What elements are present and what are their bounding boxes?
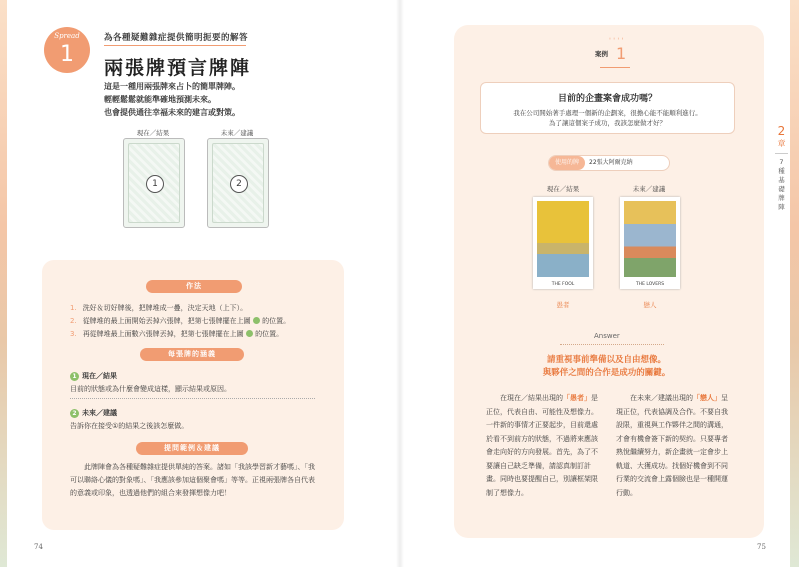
page-number-right: 75 [757,543,766,551]
card-position-label: 未來／建議 [220,129,254,137]
position-dot-icon [253,317,260,324]
tarot-card-lovers [620,197,680,289]
steps-list [70,302,290,341]
page-number-left: 74 [34,543,43,551]
card-position-label: 現在／結果 [546,185,580,193]
case-underline [600,67,630,68]
chapter-tab: 2 章 7 種 基 礎 牌 陣 [773,124,790,212]
cards-used-badge: 使用的牌 22張大阿爾克納 [548,155,670,171]
method-heading: 作法 [146,280,242,293]
step-item: 2. 從牌堆的最上面開始丟掉六張牌，把第七張牌擺在上圖 的位置。 [70,317,291,325]
spread-word: Spread [54,32,80,40]
answer-divider [560,344,664,345]
meaning-heading: 每張牌的涵義 [140,348,244,361]
description-line: 輕輕鬆鬆就能準確地預測未來。 [104,95,216,104]
fool-illustration [537,201,589,277]
tarot-caption: THE FOOL [551,282,575,287]
card-number: 1 [146,175,164,193]
answer-label: Answer [594,332,620,340]
case-label: 案例 [595,50,608,58]
answer-column-2: 在未來／建議出現的「戀人」呈現正位，代表協調及合作。不要自我設限，重視與工作夥伴之間的溝通，才會有機會簽下新的契約。只要專者熟悅繼續努力，新企畫就一定會步上軌道、大獲成功。找個好機會到不同行業的交流會上露個臉也是一種開運行動。 [616,394,728,497]
step-item: 3. 再從牌堆最上面數六張牌丟掉，把第七張牌擺在上圖 的位置。 [70,330,284,338]
card-name: 戀人 [643,301,657,309]
answer-title: 請重視事前準備以及自由想像。 與夥伴之間的合作是成功的關鍵。 [542,355,671,378]
page-subtitle: 為各種疑難雜症提供簡明扼要的解答 [104,33,249,43]
question-line: 為了讓這個案子成功，我該怎麼做才好？ [549,119,666,127]
step-item: 1. 洗好＆切好牌後，把牌堆成一疊，決定天地（上下）。 [70,304,248,312]
meaning-label-1: 1 現在／結果 [70,371,117,381]
position-dot-icon [246,330,253,337]
tips-heading: 提問範例＆建議 [136,442,248,455]
question-title: 目前的企畫案會成功嗎？ [557,94,657,104]
meaning-text-2: 告訴你在接受①的結果之後該怎麼做。 [70,422,189,430]
subtitle-underline [104,45,246,46]
spread-description [104,80,354,119]
description-line: 也會提供通往幸福未來的建言或對策。 [104,108,240,117]
book-gutter [396,0,404,567]
meaning-text-1: 目前的狀態或為什麼會變成這樣，顯示結果或原因。 [70,385,231,393]
tarot-caption: THE LOVERS [635,282,665,287]
page-title: 兩張牌預言牌陣 [104,57,252,79]
left-edge-stripe [0,0,7,567]
tarot-card-fool [533,197,593,289]
case-number: 1 [616,44,627,63]
answer-column-1: 在現在／結果出現的「愚者」是正位，代表自由、可能性及想像力。一件新的事情才正要起步，目前還處於看不到前方的狀態，不過將來應該會走向好的方向發展。首先，為了不要讓自己缺乏準備，請認真制訂計畫。同時也要提醒自己，別讓框架限制了想像力。 [486,394,598,497]
meaning-label-2: 2 未來／建議 [70,408,117,418]
question-line: 我在公司開始著手處理一個新的企劃案，很擔心能不能順利進行。 [513,109,702,117]
card-position-label: 未來／建議 [632,185,666,193]
card-slot-2 [207,138,269,228]
sparkle-icon: ˈ ˈ ˈ ˈ [609,37,624,45]
question-box [480,82,735,134]
divider [70,398,315,399]
spread-number: 1 [60,42,74,67]
right-edge-stripe [790,0,799,567]
card-slot-1 [123,138,185,228]
lovers-illustration [624,201,676,277]
card-number: 2 [230,175,248,193]
card-position-label: 現在／結果 [136,129,170,137]
tips-text: 此牌陣會為各種疑難雜症提供單純的答案。諸如「我該學習新才藝嗎」、「我可以聯絡心儀的對象嗎」、「我應該參加這個聚會嗎」等等。正視兩張牌各自代表的意義或印象，也透過他們的組合來發揮想像力吧！ [70,463,315,497]
spread-badge [44,27,90,73]
card-name: 愚者 [556,301,570,309]
description-line: 這是一種用兩張牌來占卜的簡單牌陣。 [104,82,240,91]
